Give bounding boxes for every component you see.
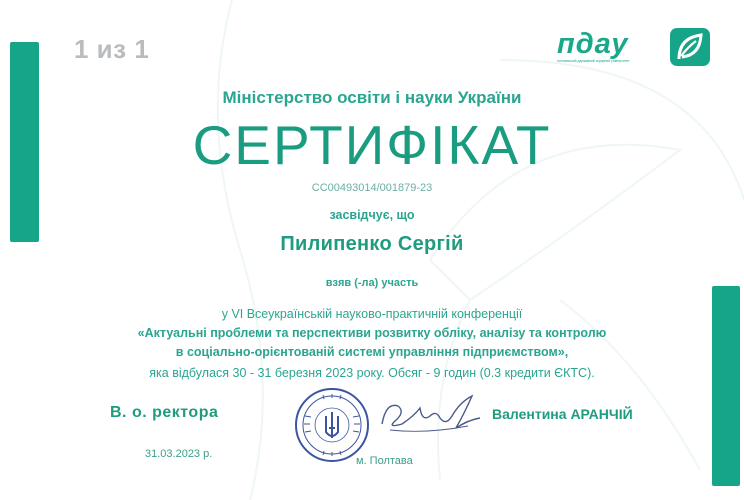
certificate-code: СС00493014/001879-23 xyxy=(311,182,433,194)
ministry-heading: Міністерство освіти і науки України xyxy=(222,88,522,107)
logo-tagline: полтавський державний аграрний університет xyxy=(557,59,630,63)
recipient-name: Пилипенко Сергій xyxy=(280,233,464,255)
rector-title: В. о. ректора xyxy=(110,404,219,421)
conference-line-1: у VI Всеукраїнській науково-практичній конференції xyxy=(221,307,523,321)
participated-text: взяв (-ла) участь xyxy=(325,277,419,289)
leaf-logo-icon xyxy=(670,28,710,66)
logo-wordmark: пдау xyxy=(557,28,629,60)
certifies-text: засвідчує, що xyxy=(329,208,415,222)
stamp-seal xyxy=(293,386,371,464)
signature-mark xyxy=(376,390,486,442)
certificate-title: СЕРТИФІКАТ xyxy=(192,114,552,176)
conference-line-4: яка відбулася 30 - 31 березня 2023 року. Обсяг - 9 годин (0.3 кредити ЄКТС). xyxy=(149,366,595,380)
university-logo xyxy=(554,26,714,70)
issue-date: 31.03.2023 р. xyxy=(145,448,213,460)
issue-city: м. Полтава xyxy=(356,455,413,467)
conference-line-2: «Актуальні проблеми та перспективи розвитку обліку, аналізу та контролю xyxy=(137,326,607,340)
page-counter: 1 из 1 xyxy=(74,34,150,64)
signer-name: Валентина АРАНЧІЙ xyxy=(492,406,633,422)
conference-line-3: в соціально-орієнтованій системі управління підприємством», xyxy=(175,345,569,359)
